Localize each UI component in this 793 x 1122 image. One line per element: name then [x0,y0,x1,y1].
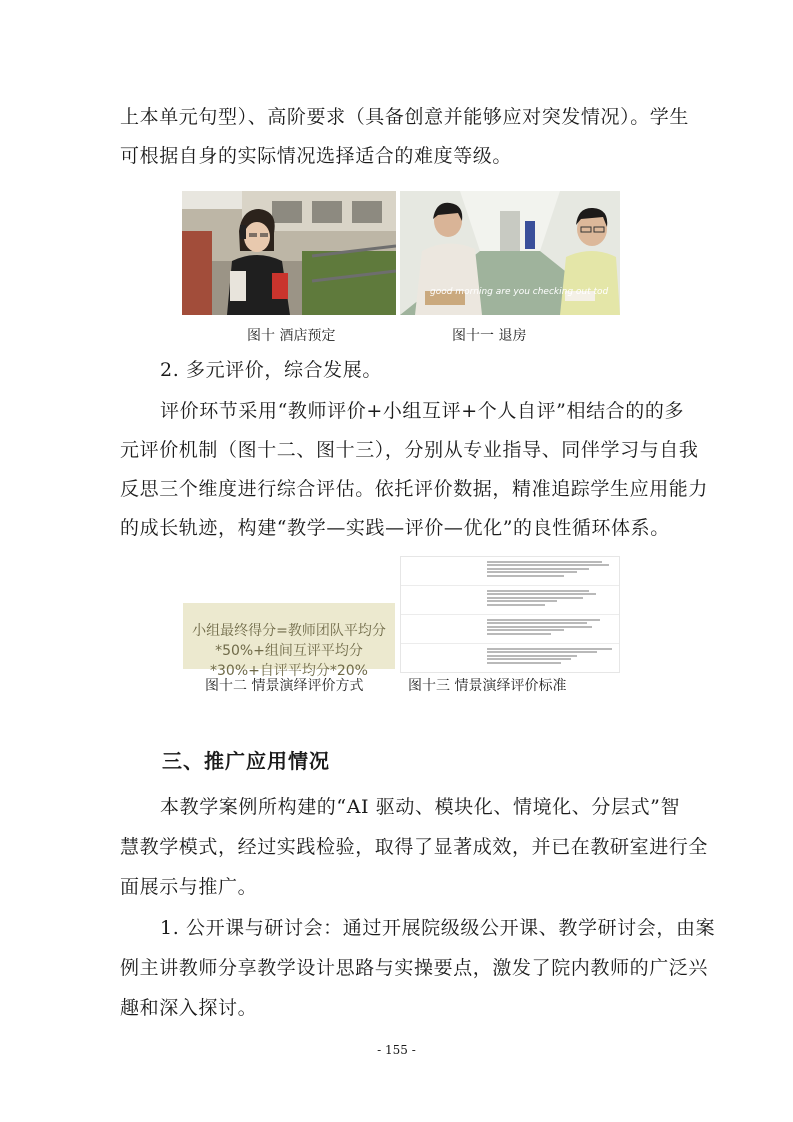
subsection-title: 2. 多元评价，综合发展。 [160,359,382,381]
rubric-row [401,644,619,672]
paragraph-line: 例主讲教师分享教学设计思路与实操要点，激发了院内教师的广泛兴 [120,957,709,979]
figure-12-formula [183,603,395,679]
paragraph-line: 反思三个维度进行综合评估。依托评价数据，精准追踪学生应用能力 [120,478,709,500]
formula-line: *50%+组间互评平均分 [215,643,363,659]
figure-11-subtitle: good morning are you checking out tod [430,287,609,297]
paragraph-line: 上本单元句型）、高阶要求（具备创意并能够应对突发情况）。学生 [120,106,690,128]
paragraph-line: 本教学案例所构建的“AI 驱动、模块化、情境化、分层式”智 [160,796,681,818]
figure-11-caption: 图十一 退房 [452,328,527,344]
formula-line: *30%+自评平均分*20% [210,663,368,679]
paragraph-line: 元评价机制（图十二、图十三），分别从专业指导、同伴学习与自我 [120,439,699,461]
rubric-row [401,615,619,644]
formula-line: 小组最终得分=教师团队平均分 [192,623,386,639]
section-heading: 三、推广应用情况 [162,749,330,773]
paragraph-line: 面展示与推广。 [120,876,258,898]
rubric-row [401,586,619,615]
figure-12-caption: 图十二 情景演绎评价方式 [205,678,364,694]
figure-11-photo [400,191,620,315]
figure-10-photo [182,191,396,315]
figure-10-caption: 图十 酒店预定 [247,328,336,344]
paragraph-line: 的成长轨迹，构建“教学—实践—评价—优化”的良性循环体系。 [120,517,670,539]
paragraph-line: 评价环节采用“教师评价+小组互评+个人自评”相结合的的多 [160,400,685,422]
rubric-row [401,557,619,586]
figure-13-rubric-table [400,556,620,673]
paragraph-line: 趣和深入探讨。 [120,997,258,1019]
paragraph-line: 1. 公开课与研讨会：通过开展院级级公开课、教学研讨会，由案 [160,917,716,939]
paragraph-line: 慧教学模式，经过实践检验，取得了显著成效，并已在教研室进行全 [120,836,709,858]
hotel-booking-photo-illustration [182,191,396,315]
figure-13-caption: 图十三 情景演绎评价标准 [408,678,567,694]
page-number: - 155 - [377,1043,416,1057]
paragraph-line: 可根据自身的实际情况选择适合的难度等级。 [120,145,513,167]
